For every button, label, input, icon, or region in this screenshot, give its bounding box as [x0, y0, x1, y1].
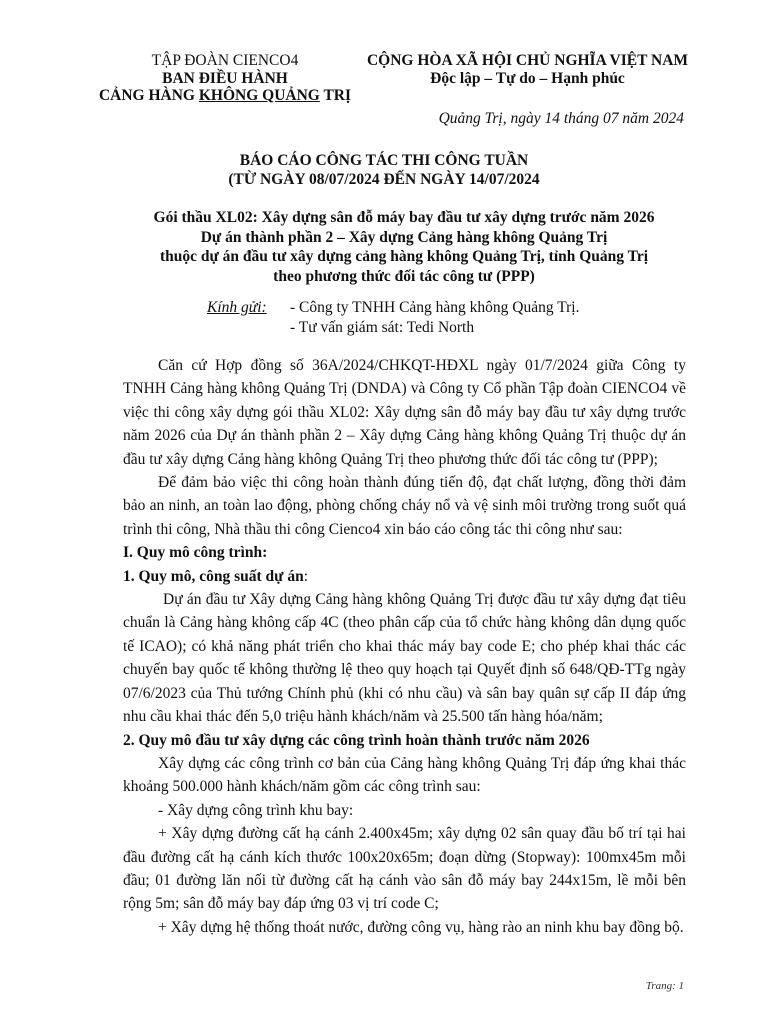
recipient-2: - Tư vấn giám sát: Tedi North [290, 318, 475, 336]
airport-name-part1: CẢNG HÀNG [98, 87, 199, 104]
report-title-line2: (TỪ NGÀY 08/07/2024 ĐẾN NGÀY 14/07/2024 [228, 171, 540, 188]
paragraph-legal-basis: Căn cứ Hợp đồng số 36A/2024/CHKQT-HĐXL ngày 01/7/2024 giữa Công ty TNHH Cảng hàng không Quảng Trị (DNDA) và Công ty Cổ phần Tập đoàn CIENCO4 về việc thi công xây dựng gói thầu XL02: Xây dựng sân đỗ máy bay đầu tư xây dựng trước năm 2026 của Dự án thành phần 2 – Xây dựng Cảng hàng không Quảng Trị thuộc dự án đầu tư xây dựng Cảng hàng không Quảng Trị theo phương thức đối tác công tư (PPP); [123, 357, 686, 468]
package-subtitle [0, 208, 768, 286]
national-motto: Độc lập – Tự do – Hạnh phúc [430, 69, 625, 87]
country-name: CỘNG HÒA XÃ HỘI CHỦ NGHĨA VIỆT NAM [366, 52, 689, 69]
list-item-runway: + Xây dựng đường cất hạ cánh 2.400x45m; xây dựng 02 sân quay đầu bố trí tại hai đầu đường cất hạ cánh kích thước 100x20x65m; đoạn dừng (Stopway): 100mx45m mỗi đầu; 01 đường lăn nối từ đường cất hạ cánh vào sân đỗ máy bay 244x15m, lề mỗi bên rộng 5m; sân đỗ máy bay đáp ứng 03 vị trí code C; [123, 825, 686, 913]
report-title-line1: BÁO CÁO CÔNG TÁC THI CÔNG TUẦN [239, 152, 529, 169]
subtitle-line1: Gói thầu XL02: Xây dựng sân đỗ máy bay đầu tư xây dựng trước năm 2026 [153, 209, 655, 226]
list-item-drainage: + Xây dựng hệ thống thoát nước, đường công vụ, hàng rào an ninh khu bay đồng bộ. [158, 918, 684, 936]
airport-name-part3: TRỊ [319, 87, 352, 104]
subsection-heading-1 [123, 565, 686, 588]
national-header [355, 52, 700, 87]
report-body [123, 354, 686, 939]
subsection-heading-1-colon: : [303, 567, 309, 585]
airport-name-part2: KHÔNG QUẢNG [198, 87, 320, 104]
recipients-block [207, 298, 579, 337]
page-number: Trang: 1 [645, 980, 684, 992]
organization-header [90, 52, 360, 105]
recipients-label: Kính gửi: [207, 299, 267, 316]
paragraph-project-scale: Dự án đầu tư Xây dựng Cảng hàng không Quảng Trị được đầu tư xây dựng đạt tiêu chuẩn là Cảng hàng không cấp 4C (theo phân cấp của tổ chức hàng không dân dụng quốc tế ICAO); có khả năng phát triển cho khai thác máy bay code E; cho phép khai thác các chuyến bay quốc tế không thường lệ theo quy hoạch tại Quyết định số 648/QĐ-TTg ngày 07/6/2023 của Thủ tướng Chính phủ (khi có nhu cầu) và sân bay quân sự cấp II đáp ứng nhu cầu khai thác đến 5,0 triệu hành khách/năm và 25.500 tấn hàng hóa/năm; [123, 591, 686, 726]
subsection-heading-1-text: 1. Quy mô, công suất dự án [123, 567, 304, 585]
list-item-airside: - Xây dựng công trình khu bay: [158, 801, 354, 819]
section-heading-1: I. Quy mô công trình: [123, 544, 268, 562]
group-name: TẬP ĐOÀN CIENCO4 [151, 52, 299, 69]
subtitle-line2: Dự án thành phần 2 – Xây dựng Cảng hàng không Quảng Trị [200, 228, 608, 246]
report-title [0, 151, 768, 189]
document-date: Quảng Trị, ngày 14 tháng 07 năm 2024 [438, 110, 684, 127]
airport-name [90, 87, 360, 105]
paragraph-works-intro: Xây dựng các công trình cơ bản của Cảng hàng không Quảng Trị đáp ứng khai thác khoảng 500.000 hành khách/năm gồm các công trình sau: [123, 754, 686, 796]
subtitle-line4: theo phương thức đối tác công tư (PPP) [273, 267, 535, 285]
recipient-1: - Công ty TNHH Cảng hàng không Quảng Trị. [290, 299, 580, 316]
subsection-heading-2: 2. Quy mô đầu tư xây dựng các công trình hoàn thành trước năm 2026 [123, 731, 590, 749]
subtitle-line3: thuộc dự án đầu tư xây dựng cảng hàng không Quảng Trị, tỉnh Quảng Trị [159, 248, 649, 265]
board-name: BAN ĐIỀU HÀNH [162, 69, 288, 87]
paragraph-purpose: Để đảm bảo việc thi công hoàn thành đúng tiến độ, đạt chất lượng, đồng thời đảm bảo an ninh, an toàn lao động, phòng chống cháy nổ và vệ sinh môi trường trong suốt quá trình thi công, Nhà thầu thi công Cienco4 xin báo cáo công tác thi công như sau: [123, 474, 686, 538]
